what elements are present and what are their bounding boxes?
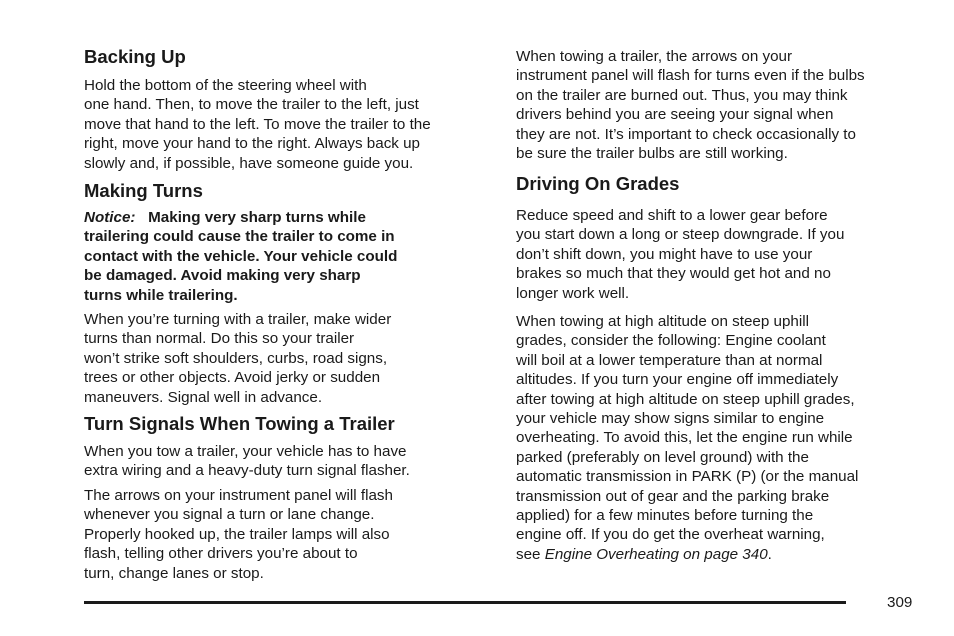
text-line: your vehicle may show signs similar to engine — [516, 410, 825, 428]
text-line: Reduce speed and shift to a lower gear before — [516, 207, 828, 224]
text-line: on the trailer are burned out. Thus, you may think — [516, 86, 848, 104]
see-suffix: . — [767, 545, 772, 563]
see-prefix: see — [516, 545, 545, 563]
heading-backing-up: Backing Up — [84, 46, 186, 67]
towing-arrows-paragraph — [516, 47, 865, 163]
driving-on-grades-paragraph-2 — [516, 312, 858, 564]
text-line: don’t shift down, you might have to use your — [516, 245, 813, 263]
text-line: transmission out of gear and the parking brake — [516, 487, 830, 505]
turn-signals-paragraph-1 — [84, 442, 410, 481]
text-line: slowly and, if possible, have someone guide you. — [84, 154, 414, 172]
text-line: engine off. If you do get the overheat warning, — [516, 526, 825, 544]
text-line: trees or other objects. Avoid jerky or sudden — [84, 369, 381, 387]
text-line: The arrows on your instrument panel will flash — [84, 487, 393, 504]
text-line: Properly hooked up, the trailer lamps will also — [84, 525, 390, 543]
text-line: right, move your hand to the right. Always back up — [84, 135, 420, 153]
text-line: won’t strike soft shoulders, curbs, road signs, — [84, 349, 388, 367]
text-line: move that hand to the left. To move the trailer to the — [84, 115, 431, 133]
text-line — [516, 545, 858, 564]
text-line: When towing at high altitude on steep uphill — [516, 313, 809, 330]
text-line: turns while trailering. — [84, 286, 238, 304]
text-line: When you’re turning with a trailer, make wider — [84, 311, 392, 328]
text-line: automatic transmission in PARK (P) (or the manual — [516, 468, 859, 486]
text-line: be damaged. Avoid making very sharp — [84, 267, 361, 285]
text-line: grades, consider the following: Engine coolant — [516, 332, 826, 350]
text-line: one hand. Then, to move the trailer to the left, just — [84, 96, 419, 114]
text-line: you start down a long or steep downgrade. If you — [516, 226, 845, 244]
making-turns-paragraph — [84, 310, 391, 407]
text-line: When towing a trailer, the arrows on your — [516, 48, 793, 65]
text-line: flash, telling other drivers you’re about to — [84, 545, 358, 563]
notice-paragraph — [84, 208, 397, 305]
heading-making-turns: Making Turns — [84, 180, 203, 201]
text-line: will boil at a lower temperature than at normal — [516, 351, 823, 369]
footer-rule — [84, 601, 846, 604]
text-line: overheating. To avoid this, let the engine run while — [516, 429, 853, 447]
text-line: after towing at high altitude on steep uphill grades, — [516, 390, 855, 408]
driving-on-grades-paragraph-1 — [516, 206, 844, 303]
text-line: applied) for a few minutes before turning the — [516, 507, 814, 525]
text-line: they are not. It’s important to check occasionally to — [516, 125, 856, 143]
text-line: maneuvers. Signal well in advance. — [84, 388, 323, 406]
turn-signals-paragraph-2 — [84, 486, 393, 583]
text-line: altitudes. If you turn your engine off immediately — [516, 371, 839, 389]
text-line: be sure the trailer bulbs are still working. — [516, 145, 788, 163]
heading-turn-signals: Turn Signals When Towing a Trailer — [84, 413, 395, 434]
text-line: extra wiring and a heavy-duty turn signal flasher. — [84, 462, 410, 480]
text-line: Hold the bottom of the steering wheel with — [84, 77, 367, 94]
text-line: drivers behind you are seeing your signal when — [516, 106, 834, 124]
text-line: turns than normal. Do this so your trailer — [84, 330, 355, 348]
text-line: longer work well. — [516, 284, 630, 302]
text-line: turn, change lanes or stop. — [84, 564, 264, 582]
backing-up-paragraph — [84, 76, 431, 173]
text-line: brakes so much that they would get hot and no — [516, 265, 831, 283]
text-line: When you tow a trailer, your vehicle has to have — [84, 443, 407, 460]
heading-driving-on-grades: Driving On Grades — [516, 173, 680, 194]
text-line: trailering could cause the trailer to come in — [84, 228, 395, 246]
cross-reference-link[interactable]: Engine Overheating on page 340 — [544, 545, 768, 563]
notice-label: Notice: — [84, 209, 136, 226]
text-line: parked (preferably on level ground) with the — [516, 448, 809, 466]
text-line: instrument panel will flash for turns even if the bulbs — [516, 67, 865, 85]
text-line: whenever you signal a turn or lane change. — [84, 506, 375, 524]
text-line — [84, 208, 397, 227]
page-number: 309 — [887, 594, 913, 611]
text-line: contact with the vehicle. Your vehicle could — [84, 247, 398, 265]
notice-text: Making very sharp turns while — [148, 209, 366, 226]
